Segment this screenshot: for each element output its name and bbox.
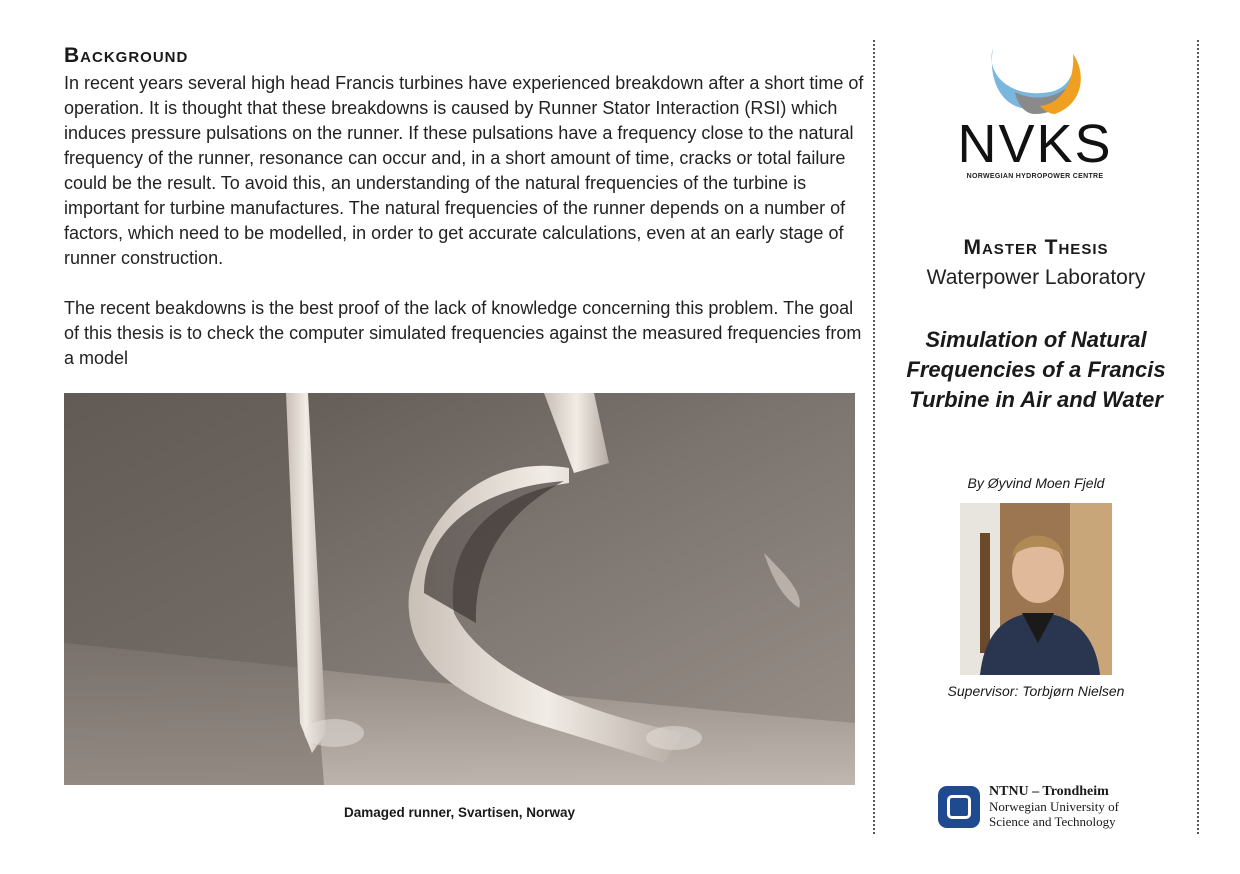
supervisor-name: Supervisor: Torbjørn Nielsen [947,683,1125,699]
ntnu-line-1: Norwegian University of [989,799,1119,814]
background-heading: Background [64,44,189,67]
ntnu-name: NTNU – Trondheim [989,784,1109,799]
nvks-logo-text: NVKS [957,114,1113,174]
background-paragraph-2: The recent beakdowns is the best proof of the lack of knowledge concerning this problem. The goal of this thesis is to check the computer simulated frequencies against the measured frequencies from a model [64,298,862,368]
photo-caption: Damaged runner, Svartisen, Norway [343,805,576,820]
ntnu-text-block [989,784,1119,829]
background-paragraph-1: In recent years several high head Francis turbines have experienced breakdown after a short time of operation. It is thought that these breakdowns is caused by Runner Stator Interaction (RSI) which induces pressure pulsations on the runner. If these pulsations have a frequency close to the natural frequency of the runner, resonance can occur and, in a short amount of time, cracks or total failure could be the result. To avoid this, an understanding of the natural frequencies of the turbine is important for turbine manufactures. The natural frequencies of the runner depends on a number of factors, which need to be modelled, in order to get accurate calculations, even at an early stage of runner construction. [64,73,864,268]
nvks-logo-subtitle: NORWEGIAN HYDROPOWER CENTRE [966,173,1104,180]
right-dotted-divider [1197,40,1199,834]
ntnu-logo-icon [938,786,980,828]
author-name: By Øyvind Moen Fjeld [967,475,1105,491]
laboratory-name: Waterpower Laboratory [926,266,1146,289]
thesis-title: Simulation of Natural Frequencies of a Francis Turbine in Air and Water [906,327,1166,412]
author-portrait [960,503,1112,675]
thesis-type: Master Thesis [963,236,1109,259]
ntnu-line-2: Science and Technology [989,814,1116,829]
damaged-runner-photo [64,393,855,785]
